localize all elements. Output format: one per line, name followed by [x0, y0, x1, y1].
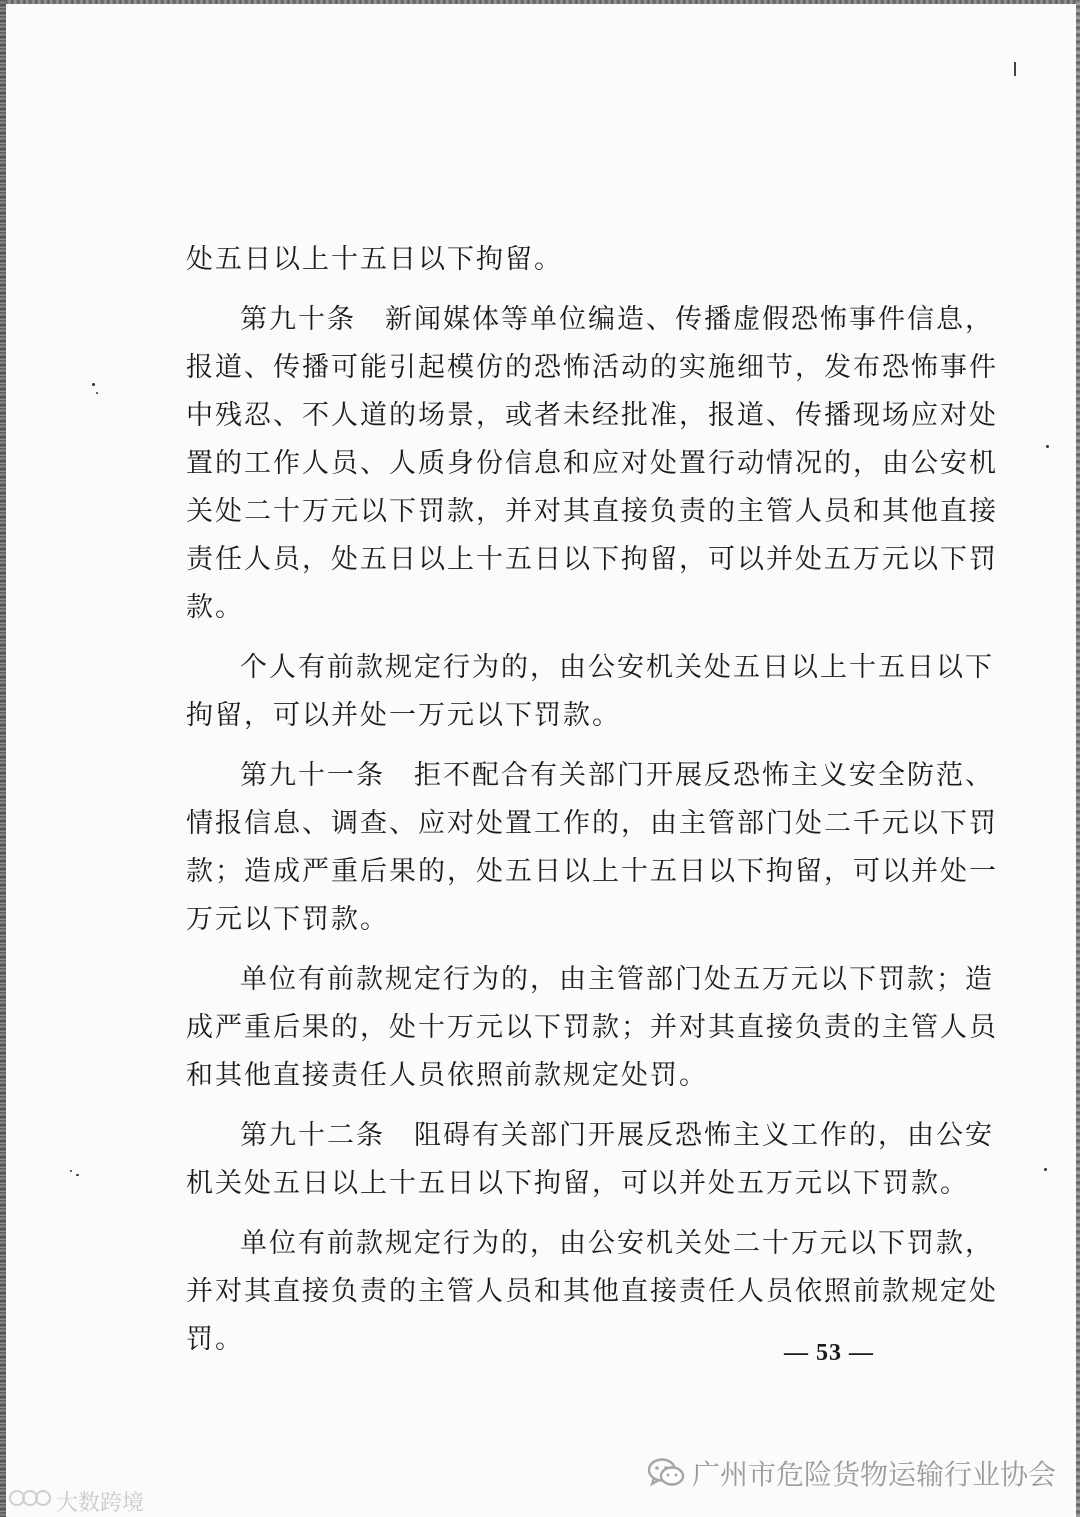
text-line: 个人有前款规定行为的，由公安机关处五日以上十五日以下 — [240, 652, 994, 683]
scan-speck — [96, 392, 98, 394]
text-line: 责任人员，处五日以上十五日以下拘留，可以并处五万元以下罚 — [186, 544, 998, 575]
text-line: 第九十一条 拒不配合有关部门开展反恐怖主义安全防范、 — [240, 760, 994, 791]
scan-edge-top — [0, 0, 1080, 4]
wechat-watermark — [646, 1453, 1056, 1493]
text-line: 单位有前款规定行为的，由公安机关处二十万元以下罚款， — [240, 1228, 994, 1259]
scan-edge-left — [0, 0, 6, 1517]
text-line: 第九十条 新闻媒体等单位编造、传播虚假恐怖事件信息， — [240, 304, 994, 335]
logo-icon — [8, 1485, 52, 1517]
text-line: 成严重后果的，处十万元以下罚款；并对其直接负责的主管人员 — [186, 1012, 998, 1043]
scan-mark — [1014, 62, 1016, 76]
wechat-icon — [646, 1456, 686, 1490]
paragraph-gap — [186, 632, 922, 644]
scan-speck — [92, 383, 95, 386]
paragraph-gap — [186, 944, 922, 956]
text-line: 并对其直接负责的主管人员和其他直接责任人员依照前款规定处 — [186, 1276, 998, 1307]
text-line: 报道、传播可能引起模仿的恐怖活动的实施细节，发布恐怖事件 — [186, 352, 998, 383]
text-line: 款；造成严重后果的，处五日以上十五日以下拘留，可以并处一 — [186, 856, 998, 887]
scan-edge-right — [1076, 0, 1080, 1517]
scan-speck — [70, 1170, 72, 1172]
paragraph-gap — [186, 1208, 922, 1220]
text-line: 关处二十万元以下罚款，并对其直接负责的主管人员和其他直接 — [186, 496, 998, 527]
text-line: 机关处五日以上十五日以下拘留，可以并处五万元以下罚款。 — [186, 1168, 969, 1199]
scan-speck — [76, 1174, 79, 1176]
text-line: 拘留，可以并处一万元以下罚款。 — [186, 700, 621, 731]
text-line: 款。 — [186, 592, 244, 623]
text-line: 万元以下罚款。 — [186, 904, 389, 935]
text-line: 罚。 — [186, 1324, 244, 1355]
corner-watermark — [8, 1485, 144, 1517]
text-line: 置的工作人员、人质身份信息和应对处置行动情况的，由公安机 — [186, 448, 998, 479]
text-line: 处五日以上十五日以下拘留。 — [186, 244, 563, 275]
text-line: 单位有前款规定行为的，由主管部门处五万元以下罚款；造 — [240, 964, 994, 995]
page-number: — 53 — — [784, 1340, 874, 1366]
paragraph-gap — [186, 284, 922, 296]
wechat-account-name: 广州市危险货物运输行业协会 — [692, 1458, 1057, 1491]
document-body — [186, 236, 998, 1364]
text-line: 和其他直接责任人员依照前款规定处罚。 — [186, 1060, 708, 1091]
text-line: 第九十二条 阻碍有关部门开展反恐怖主义工作的，由公安 — [240, 1120, 994, 1151]
text-line: 情报信息、调查、应对处置工作的，由主管部门处二千元以下罚 — [186, 808, 998, 839]
scan-speck — [1044, 1168, 1047, 1171]
paragraph-gap — [186, 740, 922, 752]
scan-speck — [1046, 445, 1049, 448]
paragraph-gap — [186, 1100, 922, 1112]
text-line: 中残忍、不人道的场景，或者未经批准，报道、传播现场应对处 — [186, 400, 998, 431]
corner-watermark-text: 大数跨境 — [56, 1490, 145, 1516]
